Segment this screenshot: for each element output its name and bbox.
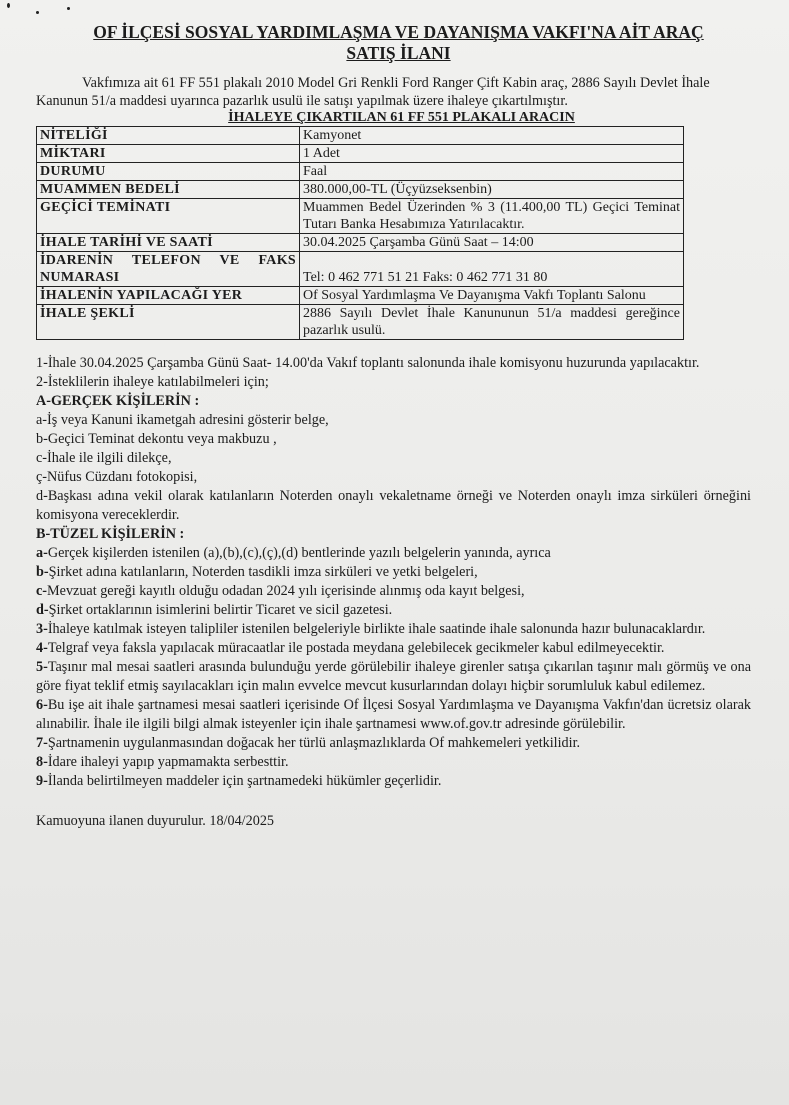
list-item [36,563,751,582]
closing-line: Kamuoyuna ilanen duyurulur. 18/04/2025 [36,813,275,829]
item-prefix: 6- [36,697,48,713]
item-prefix: 5- [36,659,48,675]
table-row [37,252,684,287]
row-value: Muammen Bedel Üzerinden % 3 (11.400,00 TL) Geçici Teminat Tutarı Banka Hesabımıza Yatırılacaktır. [300,199,684,234]
item-prefix: a- [36,545,48,561]
list-item: ç-Nüfus Cüzdanı fotokopisi, [36,469,198,485]
item-text: Taşınır mal mesai saatleri arasında bulunduğu yerde görülebilir ihaleye girenler satışa çıkarılan taşınır malı görmüş ve ona göre fiyat teklif etmiş sayılacakları için malın evvelce mevcut kusurlarından dolayı hiçbir sorumluluk kabul edilemez. [36,659,751,694]
item-prefix: b- [36,564,49,580]
table-row [37,145,684,163]
item-prefix: c- [36,583,48,599]
list-item [36,544,751,563]
list-item: c-İhale ile ilgili dilekçe, [36,450,172,466]
item-text: Şirket ortaklarının isimlerini belirtir Ticaret ve sicil gazetesi. [48,602,393,618]
clause-item [36,639,751,658]
table-row [37,127,684,145]
speck-mark [7,3,10,8]
clause-item [36,772,751,791]
announcement-body [36,354,751,791]
clause-1: 1-İhale 30.04.2025 Çarşamba Günü Saat- 14.00'da Vakıf toplantı salonunda ihale komisyonu huzurunda yapılacaktır. [36,355,700,371]
table-caption: İHALEYE ÇIKARTILAN 61 FF 551 PLAKALI ARACIN [228,110,575,125]
row-value: 2886 Sayılı Devlet İhale Kanununun 51/a maddesi gereğince pazarlık usulü. [300,305,684,340]
item-prefix: 7- [36,735,48,751]
row-key: İHALE TARİHİ VE SAATİ [37,234,300,252]
item-prefix: d- [36,602,49,618]
item-text: İlanda belirtilmeyen maddeler için şartnamedeki hükümler geçerlidir. [47,773,442,789]
clause-item [36,620,751,639]
speck-mark [36,11,39,14]
table-row [37,305,684,340]
table-row [37,234,684,252]
document-title [36,22,751,64]
row-key: MUAMMEN BEDELİ [37,181,300,199]
row-key: MİKTARI [37,145,300,163]
clause-item [36,753,751,772]
row-value: 30.04.2025 Çarşamba Günü Saat – 14:00 [300,234,684,252]
item-text: Bu işe ait ihale şartnamesi mesai saatleri içerisinde Of İlçesi Sosyal Yardımlaşma ve Dayanışma Vakfın'dan ücretsiz olarak alınabilir. İhale ile ilgili bilgi almak isteyenler için ihale şartnamesi www.of.gov.tr adresinde görülebilir. [36,697,751,732]
table-row [37,163,684,181]
list-item [36,601,751,620]
item-text: Telgraf veya faksla yapılacak müracaatlar ile postada meydana gelebilecek gecikmeler kabul edilmeyecektir. [47,640,665,656]
item-text: İhaleye katılmak isteyen talipliler istenilen belgeleriyle birlikte ihale saatinde ihale salonunda hazır bulunacaklardır. [47,621,706,637]
clause-item [36,658,751,696]
item-text: Şirket adına katılanların, Noterden tasdikli imza sirküleri ve yetki belgeleri, [48,564,478,580]
item-text: Şartnamenin uygulanmasından doğacak her türlü anlaşmazlıklarda Of mahkemeleri yetkilidir. [47,735,581,751]
clause-item [36,734,751,753]
item-text: İdare ihaleyi yapıp yapmamakta serbesttir. [47,754,289,770]
row-value: 380.000,00-TL (Üçyüzseksenbin) [300,181,684,199]
table-row [37,287,684,305]
row-key: İHALENİN YAPILACAĞI YER [37,287,300,305]
row-key: NİTELİĞİ [37,127,300,145]
item-prefix: 4- [36,640,48,656]
row-key: İDARENİN TELEFON VE FAKS NUMARASI [37,252,300,287]
row-key: DURUMU [37,163,300,181]
row-value: Faal [300,163,684,181]
table-row [37,181,684,199]
list-item: a-İş veya Kanuni ikametgah adresini gösterir belge, [36,412,329,428]
item-prefix: 3- [36,621,48,637]
clause-2: 2-İsteklilerin ihaleye katılabilmeleri için; [36,374,269,390]
row-value: Kamyonet [300,127,684,145]
vehicle-info-table [36,126,684,340]
item-prefix: 8- [36,754,48,770]
section-a-heading: A-GERÇEK KİŞİLERİN : [36,393,200,409]
row-key: GEÇİCİ TEMİNATI [37,199,300,234]
row-value: Tel: 0 462 771 51 21 Faks: 0 462 771 31 80 [300,252,684,287]
item-text: Gerçek kişilerden istenilen (a),(b),(c),(ç),(d) bentlerinde yazılı belgelerin yanında, ayrıca [47,545,551,561]
row-key: İHALE ŞEKLİ [37,305,300,340]
item-text: Mevzuat gereği kayıtlı olduğu odadan 2024 yılı içerisinde alınmış oda kayıt belgesi, [47,583,525,599]
section-b-heading: B-TÜZEL KİŞİLERİN : [36,526,185,542]
row-value: Of Sosyal Yardımlaşma Ve Dayanışma Vakfı Toplantı Salonu [300,287,684,305]
intro-paragraph: Vakfımıza ait 61 FF 551 plakalı 2010 Model Gri Renkli Ford Ranger Çift Kabin araç, 2886 Sayılı Devlet İhale Kanunun 51/a maddesi uyarınca pazarlık usulü ile satışı yapılmak üzere ihaleye çıkartılmıştır. [36,75,710,109]
list-item: b-Geçici Teminat dekontu veya makbuzu , [36,431,277,447]
speck-mark [67,7,70,10]
list-item [36,582,751,601]
clause-item [36,696,751,734]
item-prefix: 9- [36,773,48,789]
list-item: d-Başkası adına vekil olarak katılanların Noterden onaylı vekaletname örneği ve Noterden onaylı imza sirküleri örneğini komisyona vereceklerdir. [36,488,751,523]
title-line-2: SATIŞ İLANI [346,43,451,63]
title-line-1: OF İLÇESİ SOSYAL YARDIMLAŞMA VE DAYANIŞMA VAKFI'NA AİT ARAÇ [93,22,704,42]
table-row [37,199,684,234]
row-value: 1 Adet [300,145,684,163]
